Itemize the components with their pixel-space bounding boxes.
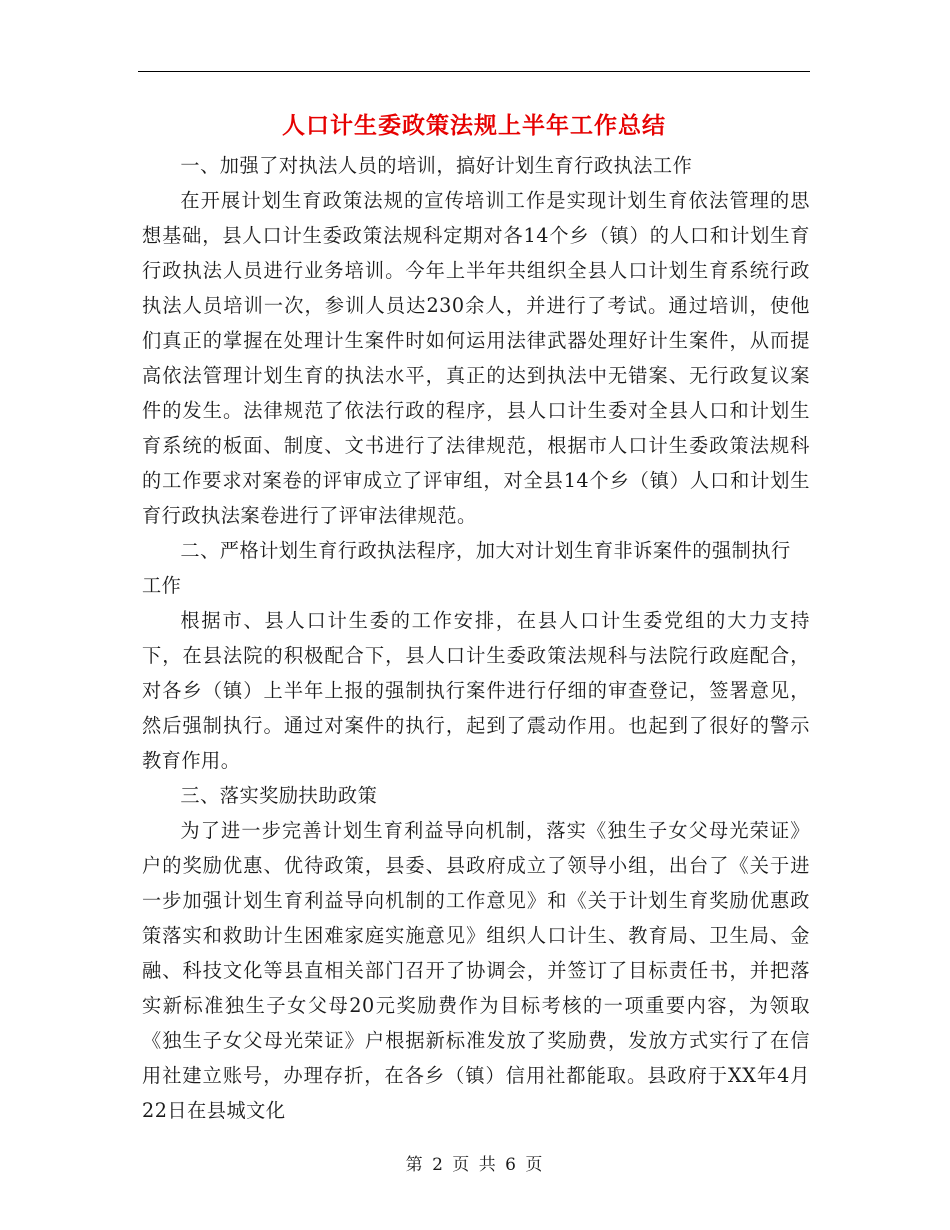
section-3-heading: 三、落实奖励扶助政策: [180, 784, 378, 807]
header-rule: [138, 71, 810, 72]
section-3-body: 为了进一步完善计划生育利益导向机制，落实《独生子女父母光荣证》户的奖励优惠、优待政策，县委、县政府成立了领导小组，出台了《关于进一步加强计划生育利益导向机制的工作意见》和《关于计划生育奖励优惠政策落实和救助计生困难家庭实施意见》组织人口计生、教育局、卫生局、金融、科技文化等县直相关部门召开了协调会，并签订了目标责任书，并把落实新标准独生子女父母20元奖励费作为目标考核的一项重要内容，为领取《独生子女父母光荣证》户根据新标准发放了奖励费，发放方式实行了在信用社建立账号，办理存折，在各乡（镇）信用社都能取。县政府于XX年4月22日在县城文化: [142, 819, 810, 1122]
section-1-body: 在开展计划生育政策法规的宣传培训工作是实现计划生育依法管理的思想基础，县人口计生委政策法规科定期对各14个乡（镇）的人口和计划生育行政执法人员进行业务培训。今年上半年共组织全县人口计划生育系统行政执法人员培训一次，参训人员达230余人，并进行了考试。通过培训，使他们真正的掌握在处理计生案件时如何运用法律武器处理好计生案件，从而提高依法管理计划生育的执法水平，真正的达到执法中无错案、无行政复议案件的发生。法律规范了依法行政的程序，县人口计生委对全县人口和计划生育系统的板面、制度、文书进行了法律规范，根据市人口计生委政策法规科的工作要求对案卷的评审成立了评审组，对全县14个乡（镇）人口和计划生育行政执法案卷进行了评审法律规范。: [142, 189, 810, 527]
section-2-heading: 二、严格计划生育行政执法程序，加大对计划生育非诉案件的强制执行工作: [142, 539, 791, 597]
page-number-footer: 第 2 页 共 6 页: [405, 1155, 545, 1175]
section-1-heading: 一、加强了对执法人员的培训，搞好计划生育行政执法工作: [180, 154, 693, 177]
document-title: 人口计生委政策法规上半年工作总结: [282, 112, 666, 139]
section-2-body: 根据市、县人口计生委的工作安排，在县人口计生委党组的大力支持下，在县法院的积极配合下，县人口计生委政策法规科与法院行政庭配合，对各乡（镇）上半年上报的强制执行案件进行仔细的审查登记，签署意见，然后强制执行。通过对案件的执行，起到了震动作用。也起到了很好的警示教育作用。: [142, 609, 810, 772]
document-body: [142, 148, 810, 1128]
